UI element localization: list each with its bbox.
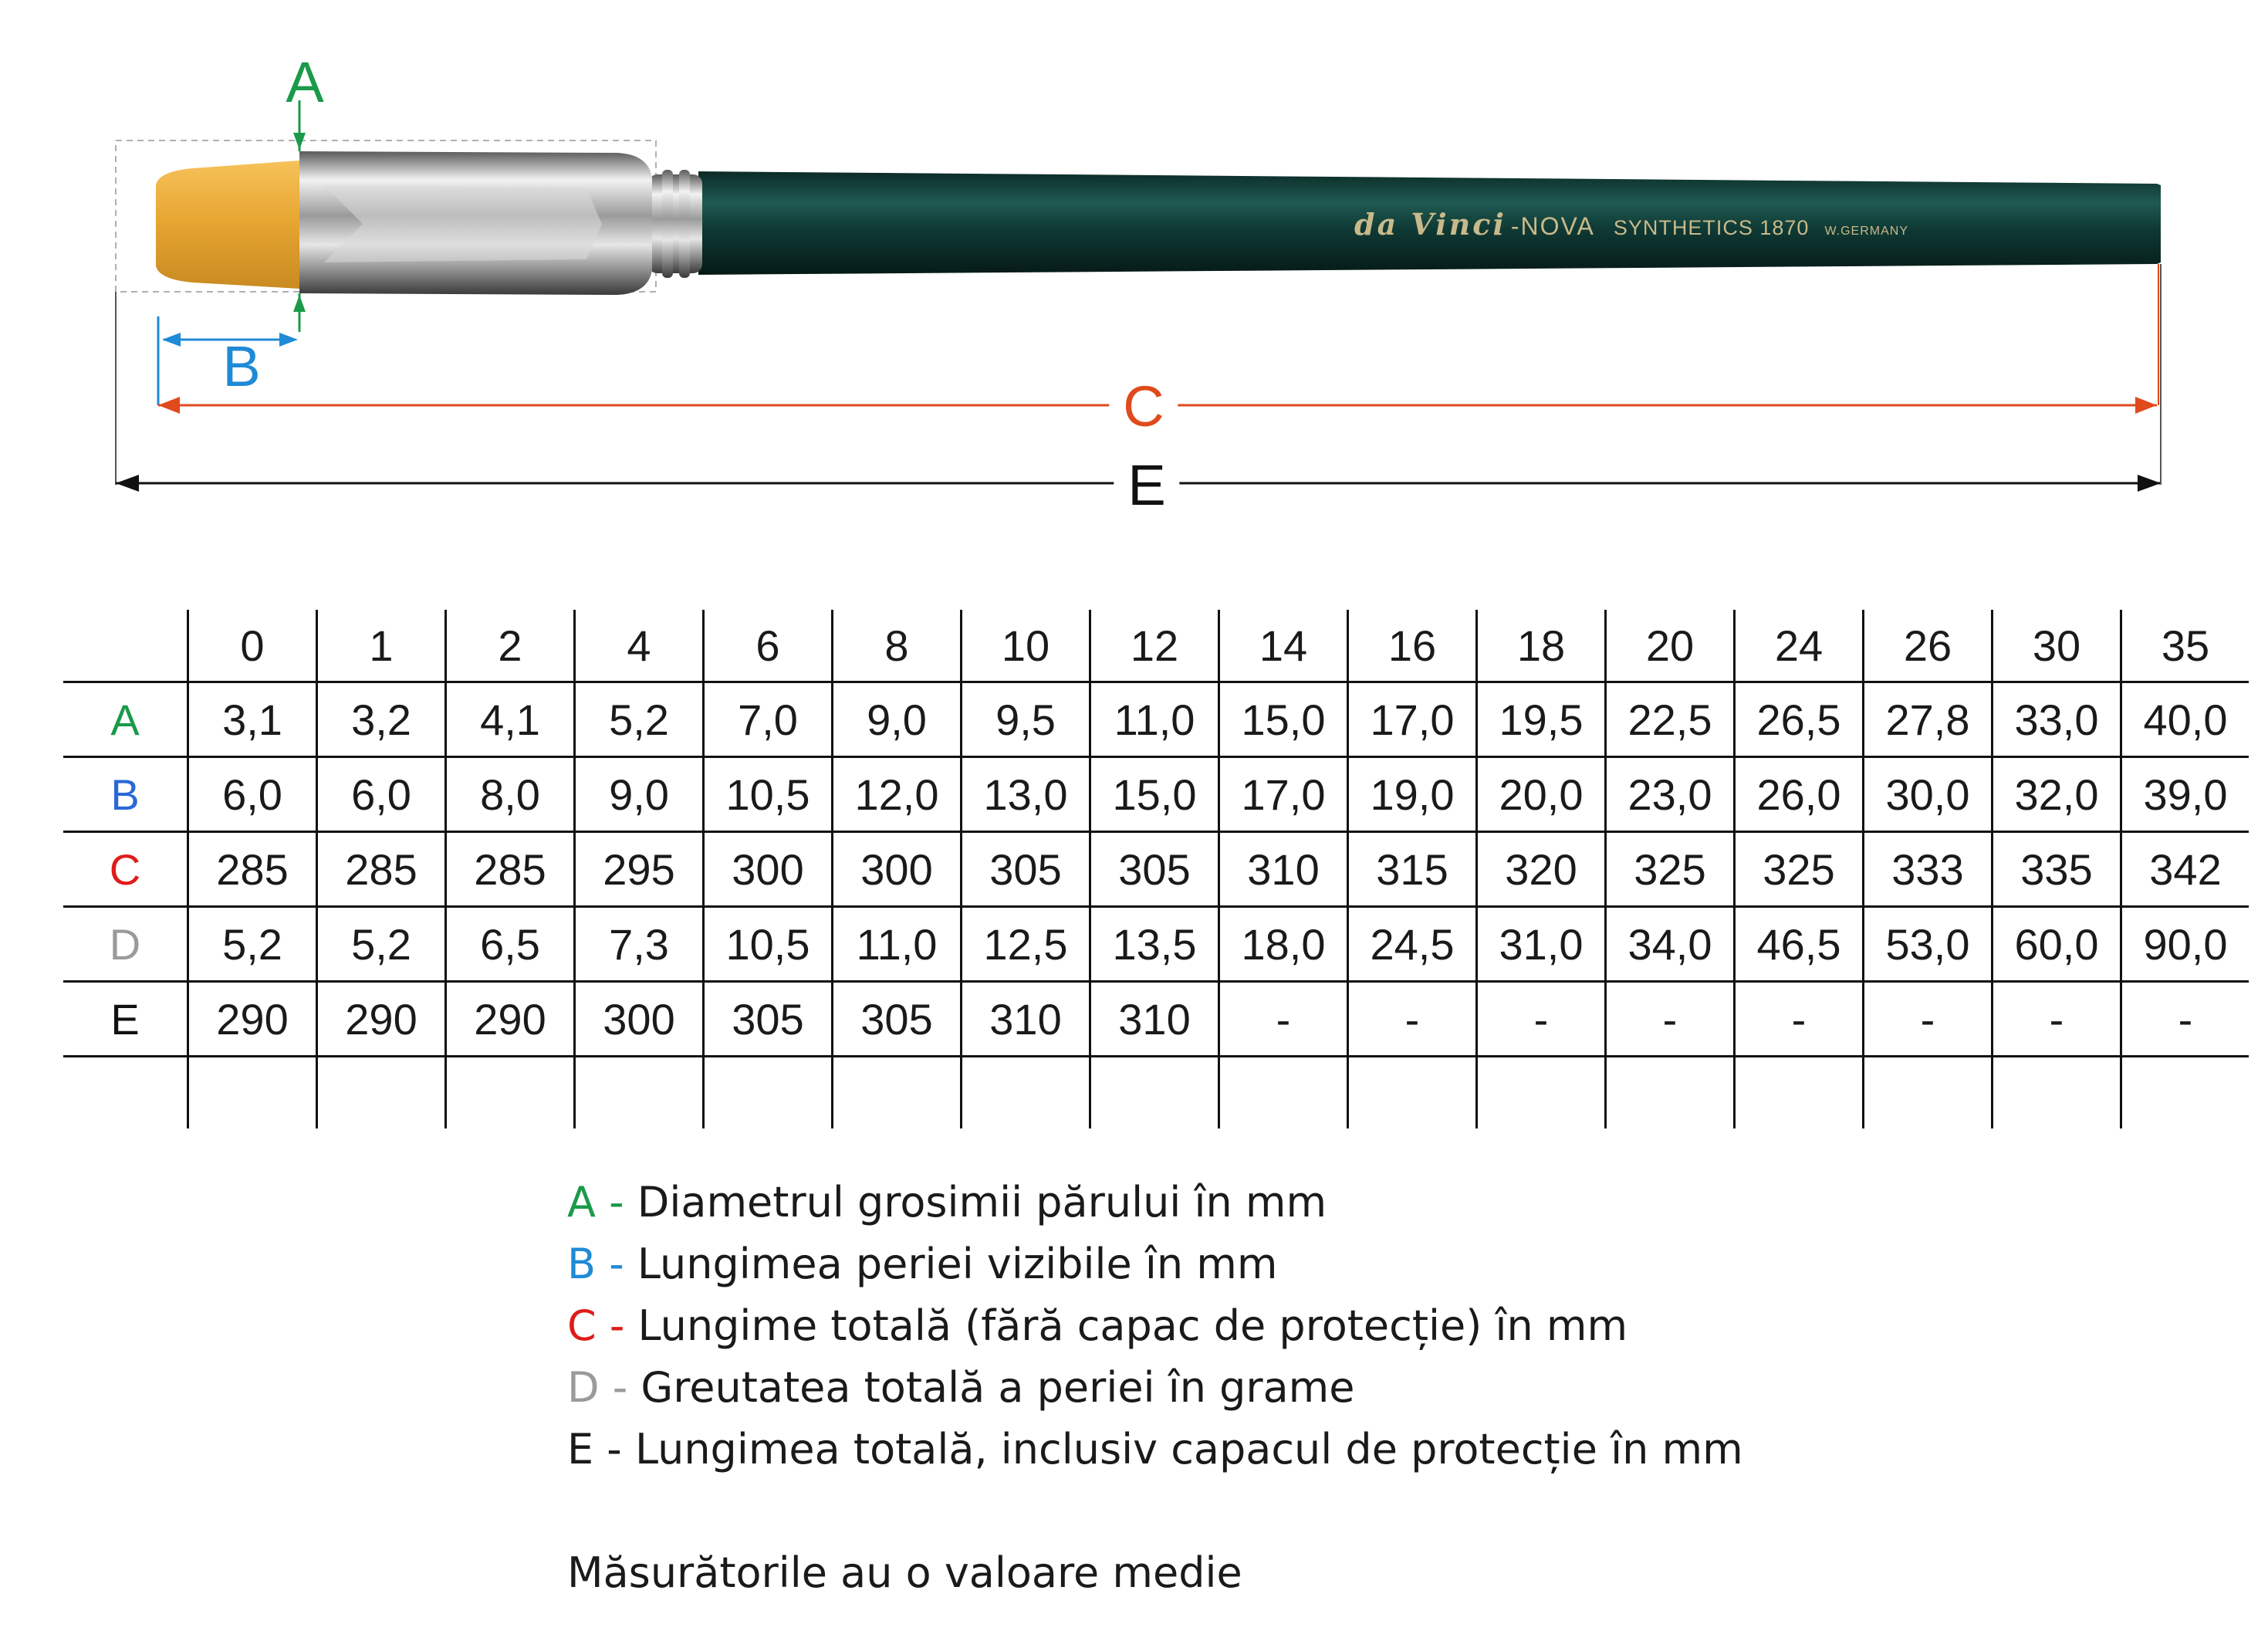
table-cell: 19,0	[1348, 757, 1477, 832]
legend-key-a: A -	[567, 1178, 624, 1227]
size-header: 16	[1348, 610, 1477, 682]
table-cell: 300	[575, 982, 704, 1057]
row-key-c: C	[63, 832, 188, 907]
brand-name: da Vinci	[1354, 207, 1506, 242]
empty-cell	[1477, 1057, 1606, 1129]
table-cell: 6,5	[446, 907, 575, 982]
size-header: 26	[1864, 610, 1993, 682]
table-cell: -	[1735, 982, 1864, 1057]
table-cell: 7,0	[704, 682, 833, 757]
table-cell: 9,0	[575, 757, 704, 832]
table-cell: 325	[1606, 832, 1735, 907]
brush-dimension-diagram	[0, 0, 2268, 556]
table-corner	[63, 610, 188, 682]
table-cell: 27,8	[1864, 682, 1993, 757]
size-header: 0	[188, 610, 317, 682]
table-row-d	[63, 907, 2249, 982]
measurement-note: Măsurătorile au o valoare medie	[567, 1548, 1242, 1597]
row-key-b: B	[63, 757, 188, 832]
table-cell: 290	[317, 982, 446, 1057]
dimension-b-label: B	[222, 334, 261, 398]
table-cell: 5,2	[317, 907, 446, 982]
legend-item-b	[567, 1233, 1743, 1295]
table-cell: 315	[1348, 832, 1477, 907]
empty-cell	[1735, 1057, 1864, 1129]
model-name: -NOVA	[1510, 212, 1595, 240]
table-cell: 285	[317, 832, 446, 907]
table-cell: 290	[188, 982, 317, 1057]
table-row-a	[63, 682, 2249, 757]
dim-c-arrow-right	[2135, 397, 2157, 414]
empty-cell	[1090, 1057, 1219, 1129]
size-header: 30	[1993, 610, 2121, 682]
table-cell: 4,1	[446, 682, 575, 757]
legend-text-e: Lungimea totală, inclusiv capacul de protecție în mm	[634, 1425, 1743, 1474]
empty-cell	[1606, 1057, 1735, 1129]
table-cell: 8,0	[446, 757, 575, 832]
empty-cell	[962, 1057, 1090, 1129]
ferrule-highlight	[324, 185, 602, 262]
table-cell: 34,0	[1606, 907, 1735, 982]
size-header: 1	[317, 610, 446, 682]
table-cell: 6,0	[188, 757, 317, 832]
table-cell: -	[2121, 982, 2249, 1057]
table-cell: 33,0	[1993, 682, 2121, 757]
brush-bristles	[156, 161, 299, 289]
empty-cell	[63, 1057, 188, 1129]
table-cell: -	[1348, 982, 1477, 1057]
legend-key-b: B -	[567, 1240, 624, 1288]
legend	[567, 1172, 1743, 1604]
table-cell: 13,0	[962, 757, 1090, 832]
table-cell: 342	[2121, 832, 2249, 907]
empty-cell	[1993, 1057, 2121, 1129]
table-cell: 285	[446, 832, 575, 907]
size-header-row	[63, 610, 2249, 682]
size-header: 14	[1219, 610, 1348, 682]
table-cell: 17,0	[1348, 682, 1477, 757]
table-cell: 12,5	[962, 907, 1090, 982]
size-header: 18	[1477, 610, 1606, 682]
table-cell: 39,0	[2121, 757, 2249, 832]
legend-item-e	[567, 1419, 1743, 1480]
table-cell: 46,5	[1735, 907, 1864, 982]
table-cell: 290	[446, 982, 575, 1057]
row-key-e: E	[63, 982, 188, 1057]
dim-b-arrow-right	[279, 333, 298, 347]
table-cell: -	[1993, 982, 2121, 1057]
legend-text-d: Greutatea totală a periei în grame	[641, 1363, 1355, 1412]
legend-key-e: E -	[567, 1425, 622, 1474]
size-header: 8	[833, 610, 962, 682]
table-cell: 305	[704, 982, 833, 1057]
table-cell: 30,0	[1864, 757, 1993, 832]
size-header: 20	[1606, 610, 1735, 682]
table-cell: 26,0	[1735, 757, 1864, 832]
empty-cell	[446, 1057, 575, 1129]
dimension-a-label: A	[286, 50, 324, 114]
table-cell: 6,0	[317, 757, 446, 832]
legend-item-a	[567, 1172, 1743, 1233]
size-header: 24	[1735, 610, 1864, 682]
empty-cell	[2121, 1057, 2249, 1129]
table-cell: 305	[962, 832, 1090, 907]
table-cell: 19,5	[1477, 682, 1606, 757]
table-cell: 22,5	[1606, 682, 1735, 757]
legend-item-d	[567, 1357, 1743, 1419]
dim-e-arrow-left	[116, 475, 139, 492]
dimension-c-label: C	[1109, 378, 1178, 435]
table-cell: 285	[188, 832, 317, 907]
size-specification-table	[63, 610, 2249, 1128]
table-cell: 10,5	[704, 907, 833, 982]
empty-cell	[317, 1057, 446, 1129]
table-cell: 305	[1090, 832, 1219, 907]
table-cell: 10,5	[704, 757, 833, 832]
table-cell: -	[1864, 982, 1993, 1057]
legend-item-c	[567, 1295, 1743, 1357]
table-cell: 310	[1090, 982, 1219, 1057]
dim-c-arrow-left	[158, 397, 180, 414]
empty-cell	[1219, 1057, 1348, 1129]
table-cell: 17,0	[1219, 757, 1348, 832]
table-cell: 20,0	[1477, 757, 1606, 832]
table-cell: 11,0	[1090, 682, 1219, 757]
table-cell: 40,0	[2121, 682, 2249, 757]
empty-cell	[833, 1057, 962, 1129]
size-header: 35	[2121, 610, 2249, 682]
legend-text-b: Lungimea periei vizibile în mm	[637, 1240, 1278, 1288]
table-cell: 53,0	[1864, 907, 1993, 982]
row-key-a: A	[63, 682, 188, 757]
dimension-e-label: E	[1114, 457, 1179, 514]
series-name: SYNTHETICS 1870	[1613, 216, 1810, 239]
legend-text-a: Diametrul grosimii părului în mm	[637, 1178, 1327, 1227]
table-cell: 60,0	[1993, 907, 2121, 982]
table-cell: 300	[833, 832, 962, 907]
table-cell: 11,0	[833, 907, 962, 982]
size-header: 10	[962, 610, 1090, 682]
table-cell: 5,2	[575, 682, 704, 757]
legend-key-c: C -	[567, 1301, 625, 1350]
dim-b-arrow-left	[162, 333, 181, 347]
empty-cell	[575, 1057, 704, 1129]
legend-key-d: D -	[567, 1363, 628, 1412]
empty-cell	[1348, 1057, 1477, 1129]
table-cell: -	[1477, 982, 1606, 1057]
table-row-e	[63, 982, 2249, 1057]
row-key-d: D	[63, 907, 188, 982]
empty-cell	[1864, 1057, 1993, 1129]
table-cell: 15,0	[1090, 757, 1219, 832]
table-cell: 31,0	[1477, 907, 1606, 982]
origin-label: W.GERMANY	[1824, 225, 1908, 238]
table-cell: 325	[1735, 832, 1864, 907]
table-cell: 3,2	[317, 682, 446, 757]
table-row-b	[63, 757, 2249, 832]
empty-cell	[188, 1057, 317, 1129]
brush-imprint	[1354, 207, 1908, 242]
table-cell: 9,0	[833, 682, 962, 757]
table-cell: 23,0	[1606, 757, 1735, 832]
table-cell: 90,0	[2121, 907, 2249, 982]
size-header: 2	[446, 610, 575, 682]
size-header: 4	[575, 610, 704, 682]
table-cell: 7,3	[575, 907, 704, 982]
ferrule-ring	[679, 170, 690, 278]
table-cell: 15,0	[1219, 682, 1348, 757]
legend-text-c: Lungime totală (fără capac de protecție) în mm	[637, 1301, 1628, 1350]
size-header: 6	[704, 610, 833, 682]
table-cell: 335	[1993, 832, 2121, 907]
table-cell: 3,1	[188, 682, 317, 757]
table-row-c	[63, 832, 2249, 907]
dim-e-arrow-right	[2138, 475, 2161, 492]
table-cell: 24,5	[1348, 907, 1477, 982]
table-cell: 12,0	[833, 757, 962, 832]
table-cell: 305	[833, 982, 962, 1057]
table-cell: 300	[704, 832, 833, 907]
table-cell: 18,0	[1219, 907, 1348, 982]
table-cell: -	[1606, 982, 1735, 1057]
ferrule-crimp	[648, 174, 702, 273]
dim-a-arrow-up	[293, 295, 306, 312]
ferrule-ring	[662, 170, 673, 278]
empty-cell	[704, 1057, 833, 1129]
table-cell: 295	[575, 832, 704, 907]
size-header: 12	[1090, 610, 1219, 682]
table-cell: 9,5	[962, 682, 1090, 757]
table-cell: 310	[1219, 832, 1348, 907]
table-cell: 13,5	[1090, 907, 1219, 982]
table-cell: 26,5	[1735, 682, 1864, 757]
table-cell: 310	[962, 982, 1090, 1057]
table-cell: 333	[1864, 832, 1993, 907]
table-cell: 32,0	[1993, 757, 2121, 832]
table-cell: -	[1219, 982, 1348, 1057]
table-cell: 5,2	[188, 907, 317, 982]
table-cell: 320	[1477, 832, 1606, 907]
table-row-empty	[63, 1057, 2249, 1129]
